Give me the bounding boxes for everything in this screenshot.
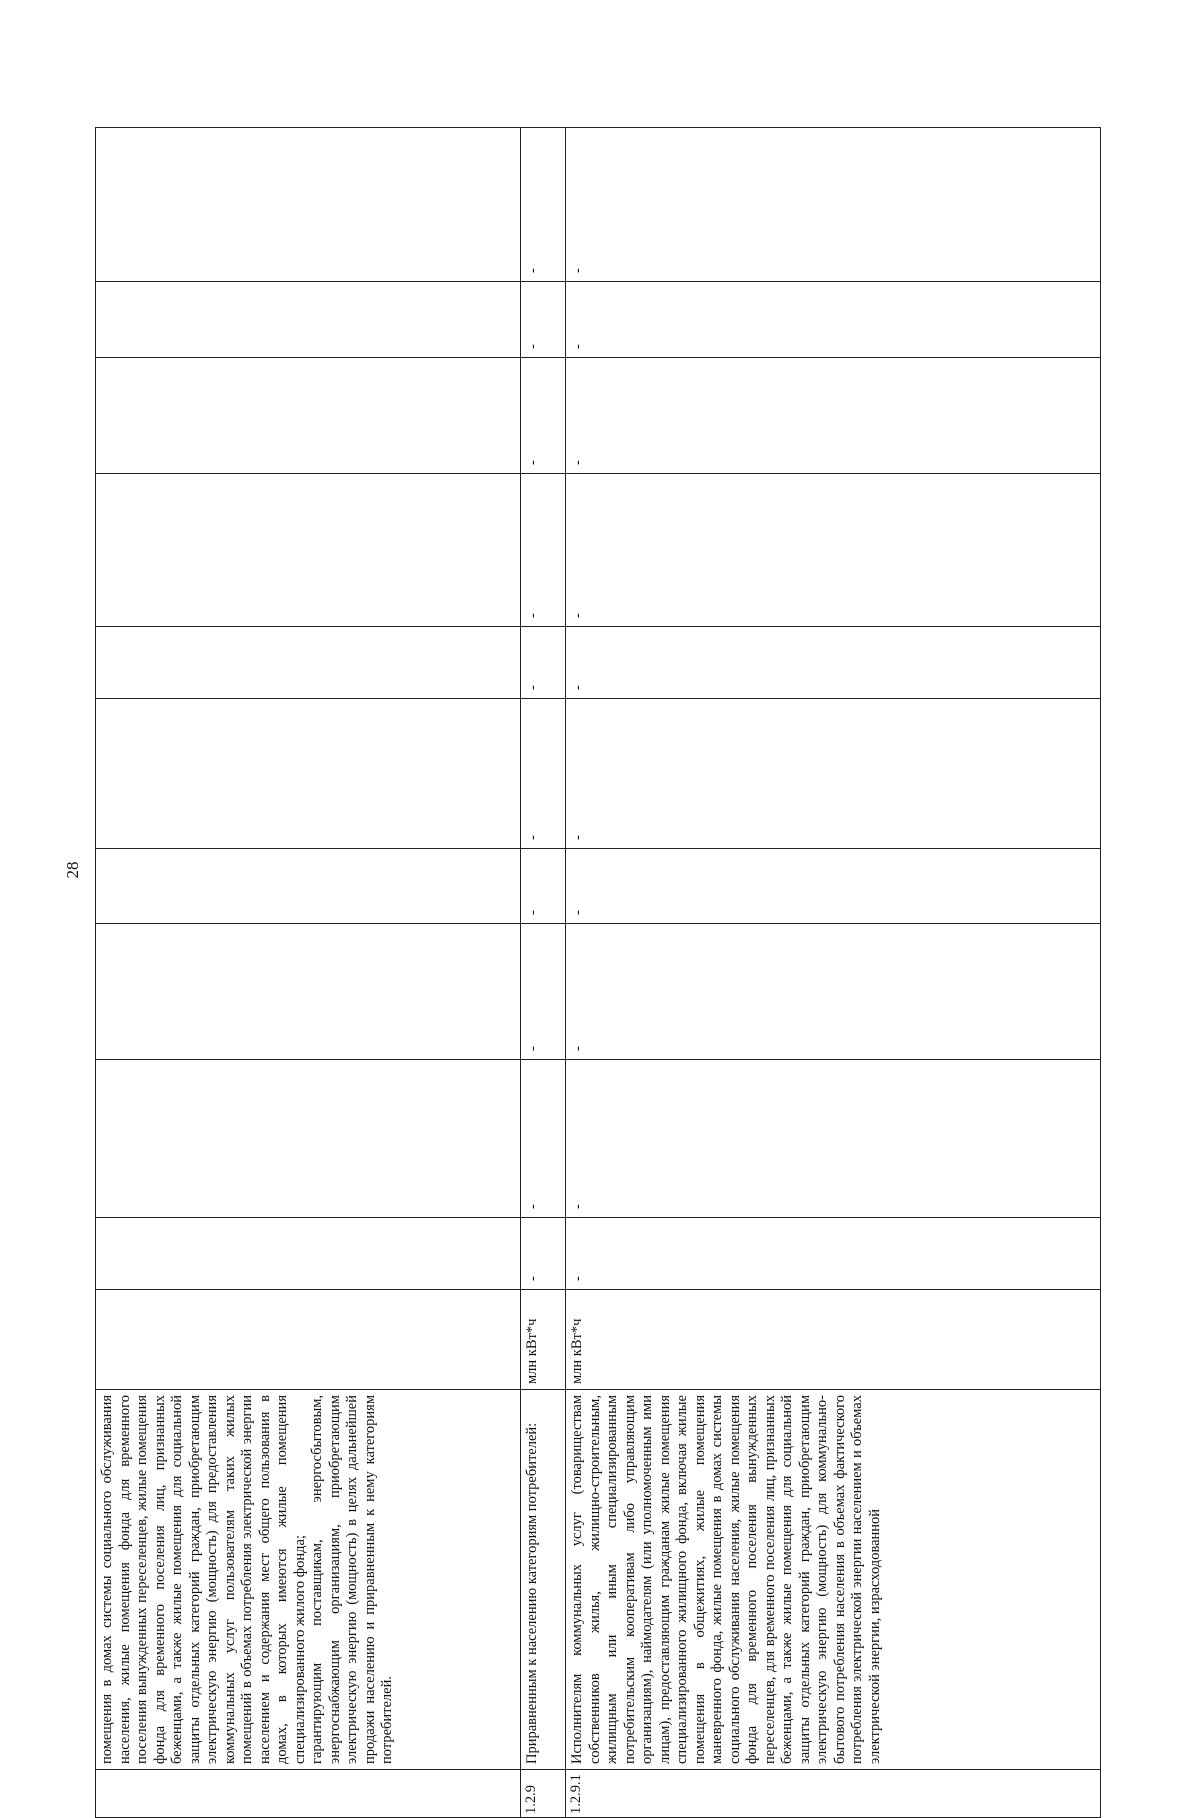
- row-unit: млн кВт*ч: [569, 1318, 585, 1384]
- value-cell: -: [570, 685, 586, 690]
- value-cell: -: [525, 1276, 541, 1281]
- row-unit: [96, 1290, 99, 1389]
- value-cell: [96, 699, 100, 848]
- value-cell: -: [525, 613, 541, 618]
- value-cell: [96, 627, 100, 698]
- row-number: 1.2.9: [523, 1785, 539, 1814]
- value-cell: -: [570, 268, 586, 273]
- value-cell: -: [525, 1046, 541, 1051]
- value-cell: -: [570, 835, 586, 840]
- value-cell: -: [570, 1276, 586, 1281]
- value-cell: [96, 1060, 100, 1217]
- table-row: [521, 128, 566, 1818]
- value-cell: -: [525, 1204, 541, 1209]
- value-cell: [96, 924, 100, 1059]
- value-cell: -: [570, 1204, 586, 1209]
- value-cell: -: [570, 910, 586, 915]
- table-row: [566, 128, 1101, 1818]
- row-unit: млн кВт*ч: [524, 1318, 540, 1384]
- value-cell: -: [570, 1046, 586, 1051]
- value-cell: [96, 128, 100, 281]
- value-cell: -: [525, 910, 541, 915]
- value-cell: -: [525, 835, 541, 840]
- value-cell: [96, 282, 100, 357]
- row-number: 1.2.9.1: [568, 1774, 584, 1814]
- page-number: 28: [63, 861, 82, 879]
- value-cell: -: [525, 460, 541, 465]
- value-cell: [96, 358, 100, 473]
- value-cell: [96, 849, 100, 923]
- row-description: Приравненным к населению категориям потребителей:: [524, 1422, 540, 1764]
- row-number: [96, 1770, 98, 1817]
- value-cell: -: [570, 460, 586, 465]
- value-cell: [96, 474, 100, 626]
- rotated-table-container: [95, 128, 1100, 1818]
- table-row: [96, 128, 521, 1818]
- tariff-table: [95, 127, 1101, 1818]
- table-body: [96, 128, 1101, 1818]
- row-description: помещения в домах системы социального обслуживания населения, жилые помещения фонда для временного поселения вынужденных переселенцев, жилые помещения фонда для временного поселения лиц, признанных беженцами, а также жилые помещения для социальной защиты отдельных категорий граждан, приобретающим электрическую энергию (мощность) для предоставления коммунальных услуг пользователям таких жилых помещений в объемах потребления электрической энергии населением и содержания мест общего пользования в домах, в которых имеются жилые помещения специализированного жилого фонда; гарантирующим поставщикам, энергосбытовым, энергоснабжающим организациям, приобретающим электрическую энергию (мощность) в целях дальнейшей продажи населению и приравненным к нему категориям потребителей.: [99, 1395, 395, 1764]
- value-cell: -: [525, 268, 541, 273]
- value-cell: [96, 1218, 100, 1289]
- value-cell: -: [570, 344, 586, 349]
- value-cell: -: [525, 344, 541, 349]
- row-description: Исполнителям коммунальных услуг (товариществам собственников жилья, жилищно-строительным, жилищным или иным специализированным потребительским кооперативам либо управляющим организациям), наймодателям (или уполномоченным ими лицам), предоставляющим гражданам жилые помещения специализированного жилищного фонда, включая жилые помещения в общежитиях, жилые помещения маневренного фонда, жилые помещения в домах системы социального обслуживания населения, жилые помещения фонда для временного поселения вынужденных переселенцев, для временного поселения лиц, признанных беженцами, а также жилые помещения для социальной защиты отдельных категорий граждан, приобретающим электрическую энергию (мощность) для коммунально-бытового потребления населения в объемах фактического потребления электрической энергии населением и объемах электрической энергии, израсходованной: [569, 1395, 883, 1764]
- value-cell: -: [570, 613, 586, 618]
- value-cell: -: [525, 685, 541, 690]
